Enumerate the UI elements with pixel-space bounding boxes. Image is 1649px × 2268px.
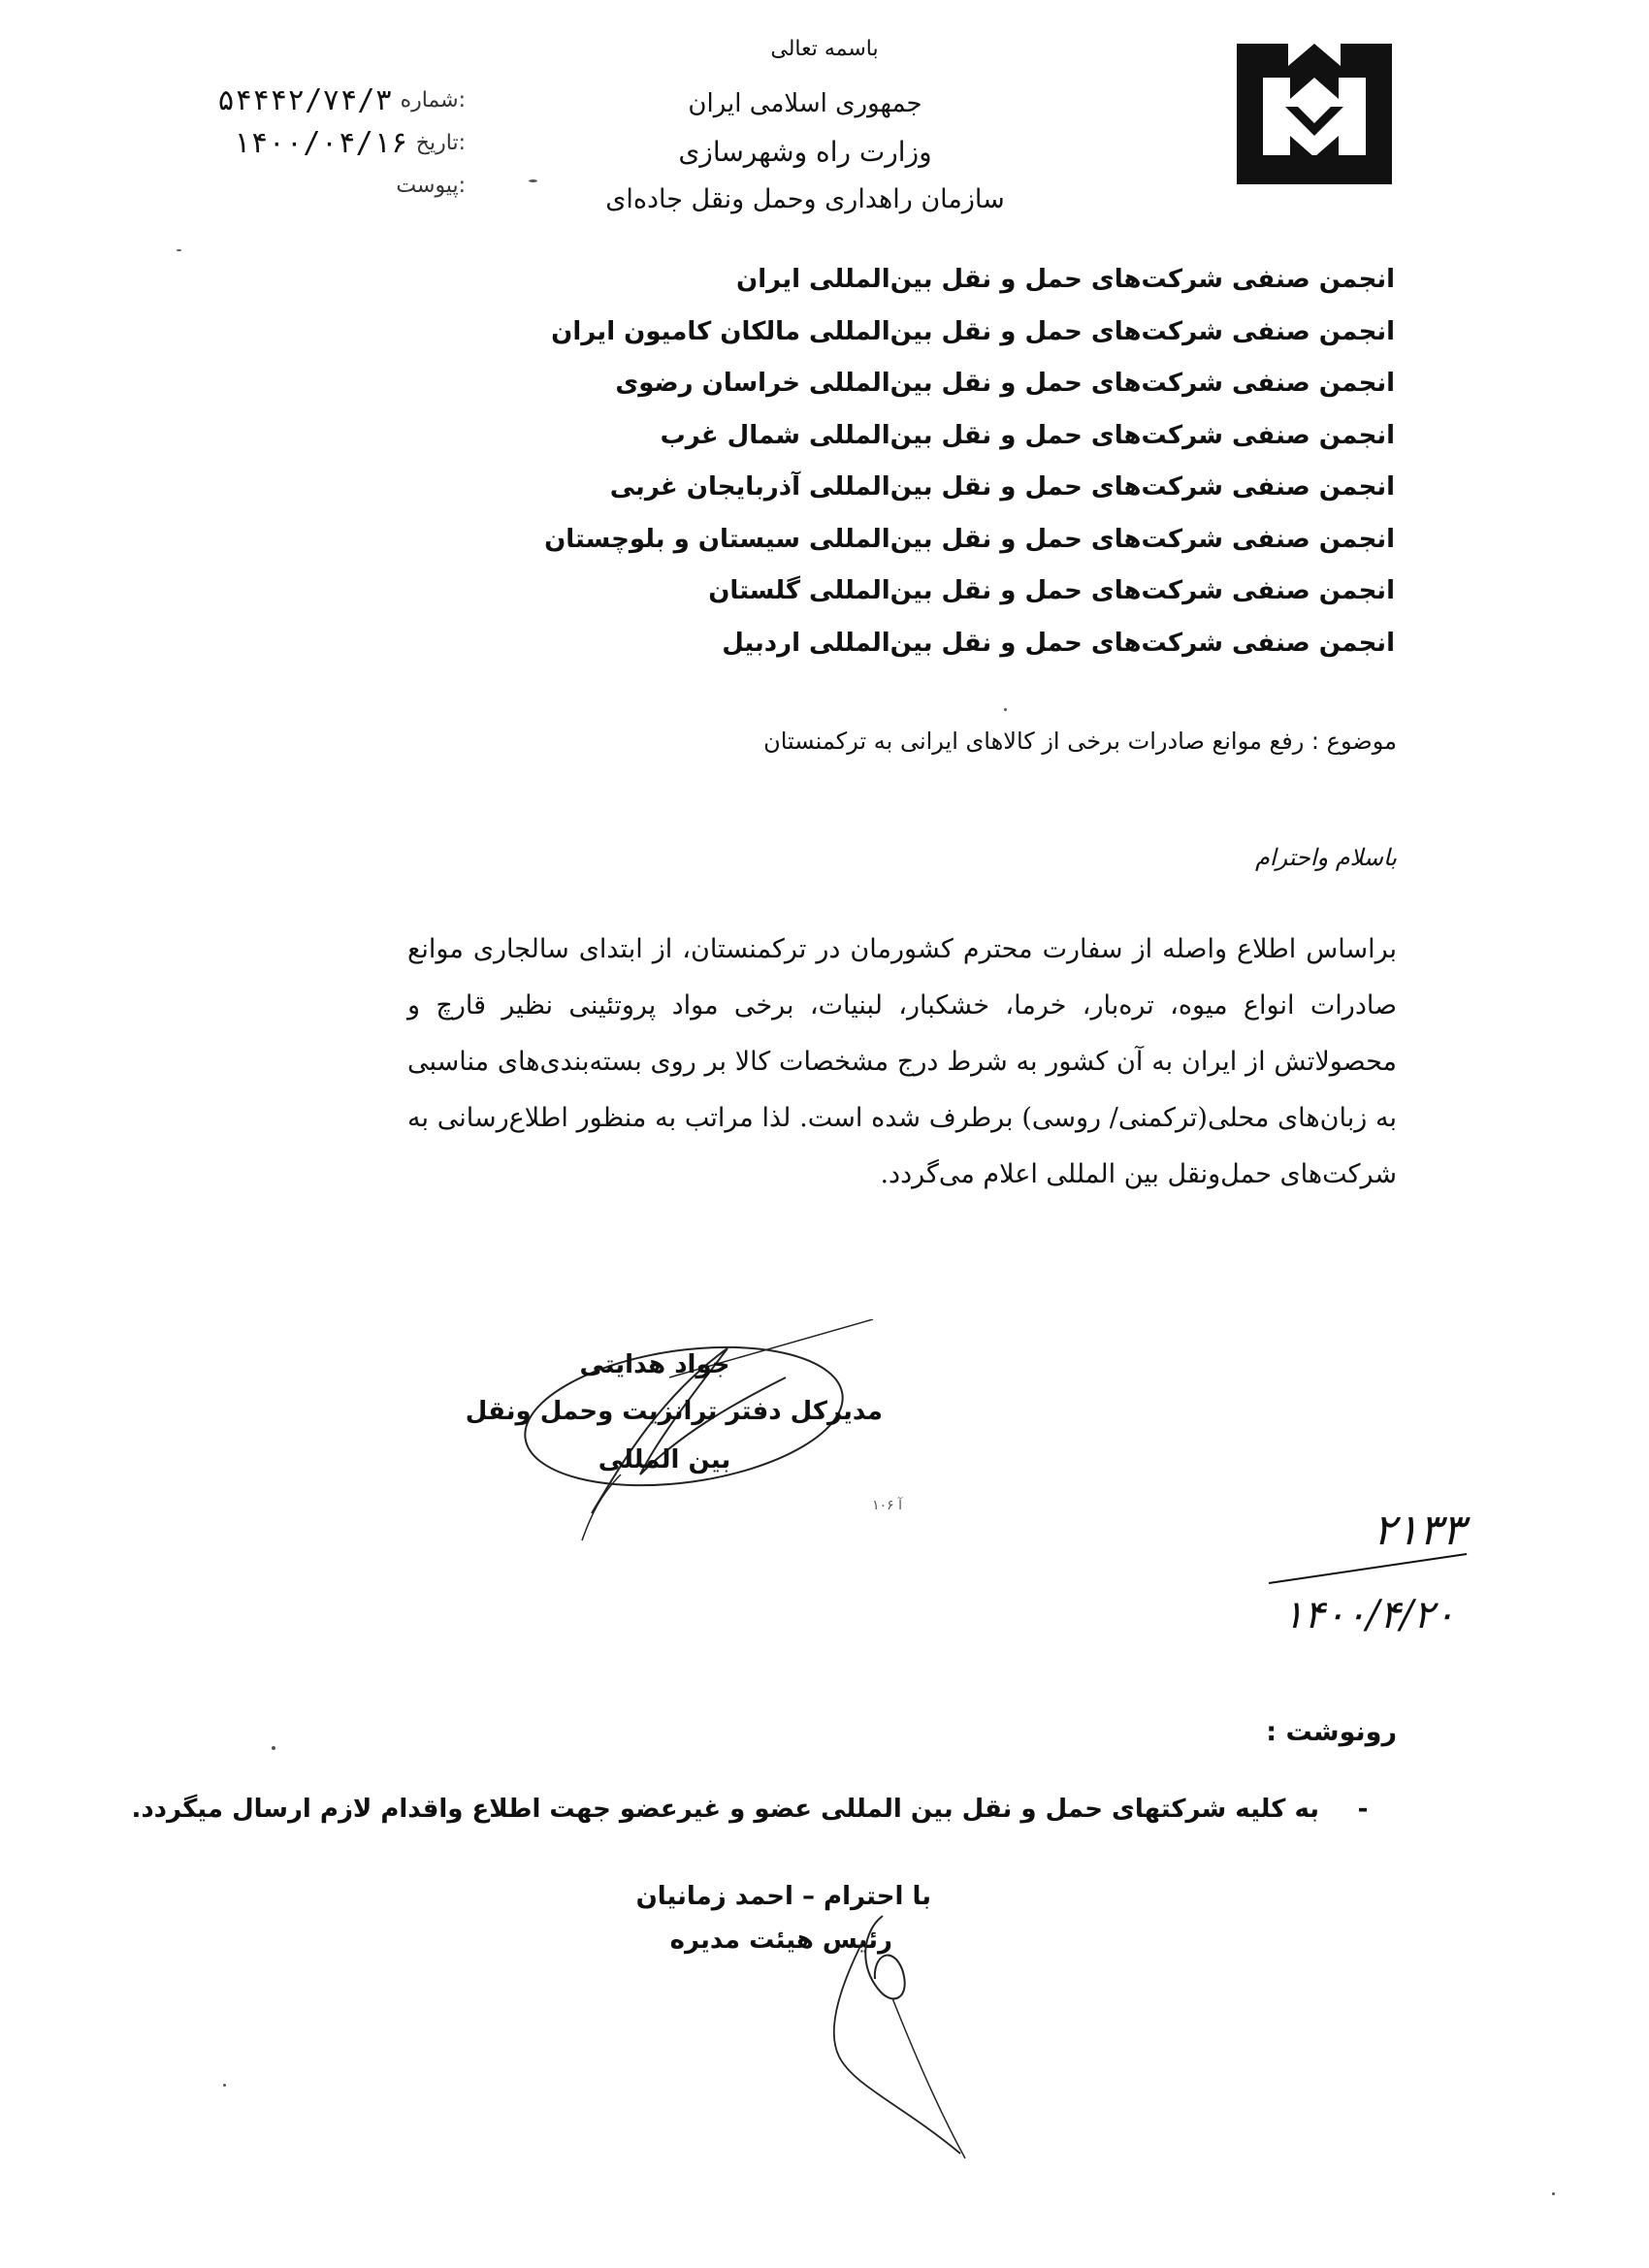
letter-number-row xyxy=(184,80,466,122)
recipient-item: انجمن صنفی شرکت‌های حمل و نقل بین‌المللی مالکان کامیون ایران xyxy=(551,316,1395,346)
attachment-label: پیوست: xyxy=(396,174,466,198)
organization-heading: سازمان راهداری وحمل ونقل جاده‌ای xyxy=(605,184,1005,214)
scan-speck xyxy=(223,2084,226,2087)
recipient-item: انجمن صنفی شرکت‌های حمل و نقل بین‌المللی شمال غرب xyxy=(660,420,1395,450)
ministry-heading: وزارت راه وشهرسازی xyxy=(678,136,932,168)
organization-logo-icon xyxy=(1232,39,1397,194)
scan-speck xyxy=(177,249,181,251)
scan-speck xyxy=(272,1746,275,1750)
number-label: شماره: xyxy=(400,88,466,113)
recipient-item: انجمن صنفی شرکت‌های حمل و نقل بین‌المللی ایران xyxy=(736,265,1395,294)
letter-meta xyxy=(184,80,466,208)
handwritten-number: ۲۱۳۳ xyxy=(1373,1506,1465,1555)
letter-attachment-row xyxy=(184,165,466,208)
date-value: ۱۴۰۰/۰۴/۱۶ xyxy=(233,126,408,160)
signatory-title-continued: بین المللی xyxy=(598,1445,731,1474)
republic-heading: جمهوری اسلامی ایران xyxy=(688,89,922,118)
recipient-item: انجمن صنفی شرکت‌های حمل و نقل بین‌المللی سیستان و بلوچستان xyxy=(544,524,1395,554)
besmellah-heading: باسمه تعالی xyxy=(770,37,879,61)
salutation: باسلام واحترام xyxy=(1254,844,1397,871)
date-label: تاریخ: xyxy=(415,131,466,155)
letter-subject: موضوع : رفع موانع صادرات برخی از کالاهای ایرانی به ترکمنستان xyxy=(763,728,1397,755)
chairman-signature-icon xyxy=(766,1911,1018,2163)
chairman-title: رئیس هیئت مدیره xyxy=(669,1926,892,1955)
recipient-item: انجمن صنفی شرکت‌های حمل و نقل بین‌المللی گلستان xyxy=(708,576,1395,605)
cc-item: به کلیه شرکتهای حمل و نقل بین المللی عضو و غیرعضو جهت اطلاع واقدام لازم ارسال میگردد. xyxy=(131,1795,1319,1824)
recipient-item: انجمن صنفی شرکت‌های حمل و نقل بین‌المللی اردبیل xyxy=(722,628,1395,658)
letter-date-row xyxy=(184,122,466,165)
signatory-name: جواد هدایتی xyxy=(579,1350,730,1379)
handwritten-registration xyxy=(1261,1494,1474,1659)
number-value: ۵۴۴۴۲/۷۴/۳ xyxy=(216,83,393,117)
closing-regards: با احترام – احمد زمانیان xyxy=(635,1882,931,1911)
scan-speck xyxy=(1552,2192,1555,2195)
recipient-item: انجمن صنفی شرکت‌های حمل و نقل بین‌المللی خراسان رضوی xyxy=(615,369,1395,398)
handwritten-date: ۱۴۰۰/۴/۲۰ xyxy=(1282,1593,1455,1637)
scan-speck xyxy=(529,179,537,182)
scan-speck xyxy=(1004,708,1007,711)
recipients-list xyxy=(544,254,1395,669)
initials-mark: آ ۱۰۶ xyxy=(872,1498,902,1513)
letter-body: براساس اطلاع واصله از سفارت محترم کشورمان در ترکمنستان، از ابتدای سالجاری موانع صادرات انواع میوه، تره‌بار، خرما، خشکبار، لبنیات، برخی مواد پروتئینی نظیر قارچ و محصولاتش از ایران به آن کشور به شرط درج مشخصات کالا بر روی بسته‌بندی‌های مناسبی به زبان‌های محلی(ترکمنی/ روسی) برطرف شده است. لذا مراتب به منظور اطلاع‌رسانی به شرکت‌های حمل‌ونقل بین المللی اعلام می‌گردد. xyxy=(407,934,1397,1189)
signatory-title: مدیرکل دفتر ترانزیت وحمل ونقل xyxy=(465,1397,883,1426)
cc-title: رونوشت : xyxy=(1266,1717,1397,1747)
recipient-item: انجمن صنفی شرکت‌های حمل و نقل بین‌المللی آذربایجان غربی xyxy=(609,472,1395,502)
cc-bullet: - xyxy=(1357,1795,1369,1824)
